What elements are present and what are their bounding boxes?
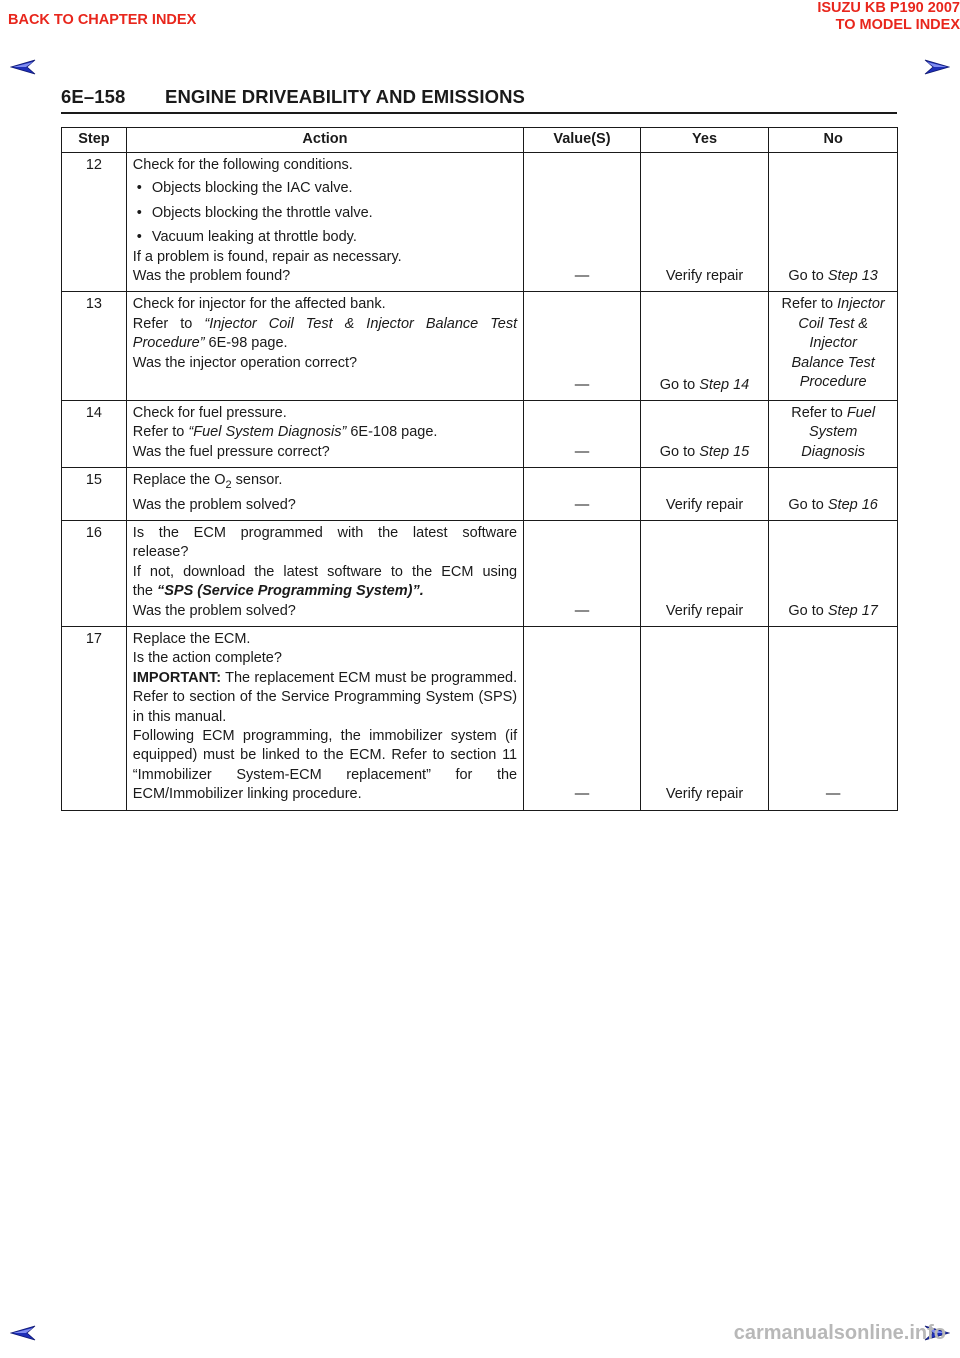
refer-line [133, 423, 517, 442]
section-title: ENGINE DRIVEABILITY AND EMISSIONS [165, 86, 525, 107]
header-yes: Yes [640, 128, 769, 153]
header-value: Value(S) [524, 128, 641, 153]
action-question: Was the problem solved? [132, 496, 296, 513]
no-result [769, 468, 898, 521]
no-result [769, 292, 898, 401]
no-result: — [769, 627, 898, 811]
no-prefix: Refer to [791, 405, 847, 422]
fuel-system-diagnosis-link[interactable]: System [808, 424, 858, 441]
action-text [133, 471, 517, 495]
step-14-link[interactable]: Step 14 [699, 376, 750, 393]
action-question: Was the problem found? [132, 268, 291, 285]
to-model-index-link[interactable]: TO MODEL INDEX [835, 17, 960, 33]
action-text: If not, download the latest software to the ECM using [132, 563, 518, 580]
injector-test-link[interactable]: Injector [809, 335, 857, 352]
no-prefix: Go to [788, 496, 828, 513]
no-result [769, 520, 898, 626]
action-text: Check for fuel pressure. [132, 405, 287, 422]
step-number: 17 [62, 627, 127, 811]
table-header-row [62, 128, 898, 153]
step-action [126, 401, 523, 468]
previous-page-arrow-icon[interactable] [10, 1325, 36, 1341]
action-question: Was the problem solved? [132, 602, 296, 619]
sps-link[interactable]: “SPS (Service Programming System)”. [156, 583, 424, 600]
next-page-arrow-icon[interactable] [924, 59, 950, 75]
action-question: Was the fuel pressure correct? [132, 443, 330, 460]
refer-suffix: 6E-98 page. [204, 335, 288, 352]
previous-page-arrow-icon[interactable] [10, 59, 36, 75]
model-title-link[interactable]: ISUZU KB P190 2007 [817, 0, 960, 16]
step-action [126, 292, 523, 401]
step-number: 13 [62, 292, 127, 401]
refer-line [133, 334, 517, 353]
action-text-part: the [132, 583, 157, 600]
step-action [126, 627, 523, 811]
fuel-system-diagnosis-link[interactable]: “Fuel System Diagnosis” [188, 424, 347, 441]
yes-result: Verify repair [640, 153, 769, 292]
injector-test-link[interactable]: Coil Test & [798, 315, 868, 332]
yes-result: Verify repair [640, 627, 769, 811]
action-text: release? [132, 544, 189, 561]
yes-prefix: Go to [659, 443, 700, 460]
action-text: Is the ECM programmed with the latest software [132, 524, 518, 541]
yes-result [640, 401, 769, 468]
action-text-part: sensor. [231, 472, 283, 489]
header-action: Action [126, 128, 523, 153]
bullet-item: • Objects blocking the throttle valve. [133, 204, 517, 223]
action-text: Check for injector for the affected bank. [132, 296, 386, 313]
action-text: If a problem is found, repair as necessary. [132, 248, 402, 265]
action-question: Is the action complete? [132, 650, 282, 667]
action-text: Check for the following conditions. [132, 157, 353, 173]
value-cell: — [524, 520, 641, 626]
step-number: 12 [62, 153, 127, 292]
action-question: Was the injector operation correct? [132, 354, 358, 371]
table-row [62, 627, 898, 811]
page-number: 6E–158 [61, 86, 126, 107]
step-16-link[interactable]: Step 16 [827, 496, 878, 513]
step-13-link[interactable]: Step 13 [827, 268, 878, 285]
step-17-link[interactable]: Step 17 [827, 602, 878, 619]
action-text [133, 582, 517, 601]
refer-line [133, 315, 517, 334]
table-row [62, 292, 898, 401]
injector-coil-test-link[interactable]: “Injector Coil Test & Injector Balance Test [204, 315, 518, 332]
diagnostic-steps-table [61, 127, 898, 811]
no-prefix: Go to [788, 268, 828, 285]
refer-prefix: Refer to [132, 424, 189, 441]
refer-suffix: 6E-108 page. [346, 424, 438, 441]
no-result [769, 401, 898, 468]
refer-prefix: Refer to [132, 315, 193, 332]
header-no: No [769, 128, 898, 153]
step-number: 15 [62, 468, 127, 521]
important-label: IMPORTANT: [132, 669, 222, 686]
value-cell: — [524, 401, 641, 468]
injector-test-link[interactable]: Procedure [799, 374, 867, 391]
important-note [133, 669, 517, 727]
step-action [126, 468, 523, 521]
fuel-system-diagnosis-link[interactable]: Fuel [846, 405, 876, 422]
page-heading [61, 86, 897, 114]
table-row [62, 153, 898, 292]
subscript-2: 2 [225, 479, 232, 492]
site-watermark: carmanualsonline.info [733, 1322, 946, 1344]
no-prefix: Go to [788, 602, 828, 619]
bullet-item: • Vacuum leaking at throttle body. [133, 228, 517, 247]
value-cell: — [524, 627, 641, 811]
value-cell: — [524, 468, 641, 521]
yes-prefix: Go to [659, 376, 700, 393]
important-text: The replacement ECM must be programmed. Refer to section of the Service Programming System (SPS) in this manual. [132, 669, 518, 725]
step-action [126, 520, 523, 626]
fuel-system-diagnosis-link[interactable]: Diagnosis [801, 443, 865, 460]
injector-test-link[interactable]: Balance Test [791, 354, 875, 371]
table-row [62, 401, 898, 468]
injector-test-link[interactable]: Injector [837, 296, 885, 313]
step-number: 16 [62, 520, 127, 626]
value-cell: — [524, 153, 641, 292]
yes-result [640, 292, 769, 401]
injector-coil-test-link[interactable]: Procedure” [132, 335, 205, 352]
step-number: 14 [62, 401, 127, 468]
table-row [62, 520, 898, 626]
back-to-chapter-index-link[interactable]: BACK TO CHAPTER INDEX [8, 12, 197, 28]
yes-result: Verify repair [640, 520, 769, 626]
value-cell: — [524, 292, 641, 401]
yes-result: Verify repair [640, 468, 769, 521]
step-15-link[interactable]: Step 15 [699, 443, 750, 460]
header-step: Step [62, 128, 127, 153]
bullet-item: • Objects blocking the IAC valve. [133, 179, 517, 198]
action-text: Replace the ECM. [132, 631, 251, 648]
table-row [62, 468, 898, 521]
action-text: Following ECM programming, the immobilizer system (if equipped) must be linked to the ECM. Refer to section 11 “Immobilizer System-ECM replacement” for the ECM/Immobilizer linking procedure. [132, 728, 518, 803]
no-result [769, 153, 898, 292]
action-text-part: Replace the O [132, 472, 226, 489]
step-action [126, 153, 523, 292]
no-prefix: Refer to [781, 296, 838, 313]
